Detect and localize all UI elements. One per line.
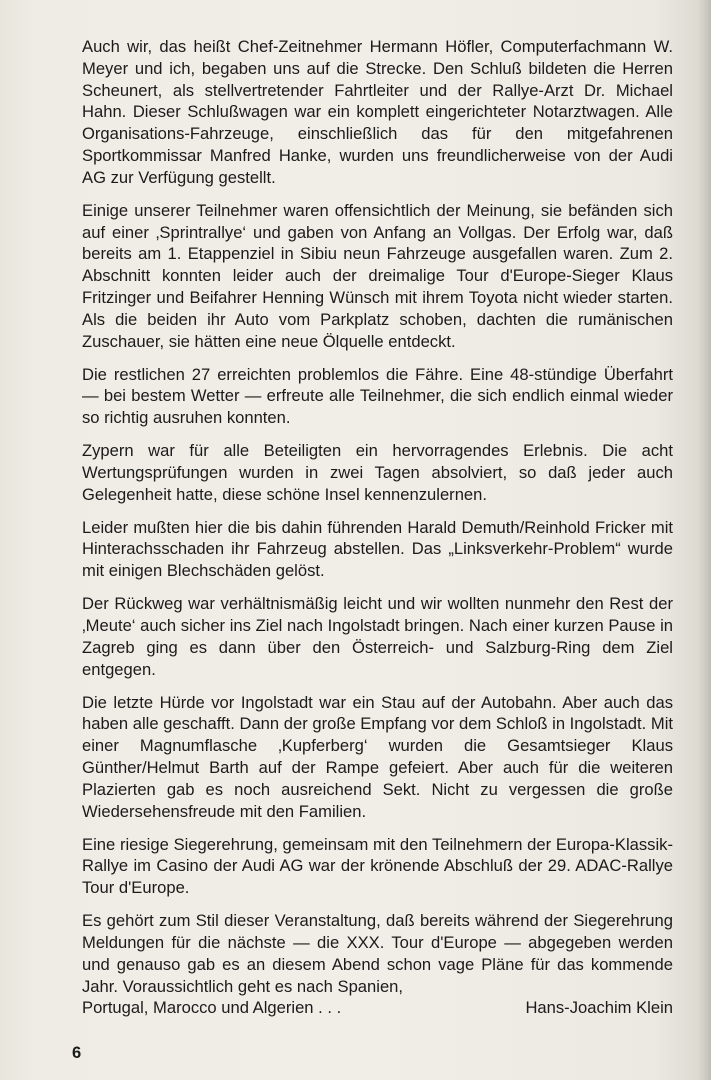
paragraph: Der Rückweg war verhältnismäßig leicht und wir wollten nunmehr den Rest der ‚Meute‘ auch sicher ins Ziel nach Ingolstadt bringen. Nach einer kurzen Pause in Zagreb ging es dann über den Österreich- und Salzburg-Ring dem Ziel entgegen. xyxy=(82,594,673,679)
paragraph: Eine riesige Siegerehrung, gemeinsam mit den Teilnehmern der Europa-Klassik-Rallye im Casino der Audi AG war der krönende Abschluß der 29. ADAC-Rallye Tour d'Europe. xyxy=(82,834,673,898)
paragraph: Einige unserer Teilnehmer waren offensichtlich der Meinung, sie befänden sich auf einer ‚Sprintrallye‘ und gaben von Anfang an Vollgas. Der Erfolg war, daß bereits am 1. Etappenziel in Sibiu neun Fahrzeuge ausgefallen waren. Zum 2. Abschnitt konnten leider auch der dreimalige Tour d'Europe-Sieger Klaus Fritzinger und Beifahrer Henning Wünsch mit ihrem Toyota nicht wieder starten. Als die beiden ihr Auto vom Parkplatz schoben, dachten die rumänischen Zuschauer, sie hätten eine neue Ölquelle entdeckt. xyxy=(82,200,673,351)
signature-line xyxy=(82,997,673,1019)
paragraph: Die letzte Hürde vor Ingolstadt war ein Stau auf der Autobahn. Aber auch das haben alle geschafft. Dann der große Empfang vor dem Schloß in Ingolstadt. Mit einer Magnumflasche ‚Kupferberg‘ wurden die Gesamtsieger Klaus Günther/Helmut Barth auf der Rampe gefeiert. Aber auch für die weiteren Plazierten gab es noch ausreichend Sekt. Nicht zu vergessen die große Wiedersehensfreude mit den Familien. xyxy=(82,692,673,821)
author-signature: Hans-Joachim Klein xyxy=(525,998,673,1018)
paragraph: Zypern war für alle Beteiligten ein hervorragendes Erlebnis. Die acht Wertungsprüfungen wurden in zwei Tagen absolviert, so daß jeder auch Gelegenheit hatte, diese schöne Insel kennenzulernen. xyxy=(82,441,673,504)
paragraph: Auch wir, das heißt Chef-Zeitnehmer Hermann Höfler, Computerfachmann W. Meyer und ich, begaben uns auf die Strecke. Den Schluß bildeten die Herren Scheunert, als stellvertretender Fahrtleiter und der Rallye-Arzt Dr. Michael Hahn. Dieser Schlußwagen war ein komplett eingerichteter Notarztwagen. Alle Organisations-Fahrzeuge, einschließlich das für den mitgefahrenen Sportkommissar Manfred Hanke, wurden uns freundlicherweise von der Audi AG zur Verfügung gestellt. xyxy=(82,37,673,187)
closing-line: Portugal, Marocco und Algerien . . . xyxy=(82,998,342,1018)
paragraph: Die restlichen 27 erreichten problemlos die Fähre. Eine 48-stündige Überfahrt — bei bestem Wetter — erfreute alle Teilnehmer, die sich endlich einmal wieder so richtig ausruhen konnten. xyxy=(82,364,673,428)
article-body xyxy=(82,36,673,1019)
page-edge-shadow xyxy=(697,0,711,1080)
final-paragraph xyxy=(82,910,673,1019)
paragraph: Es gehört zum Stil dieser Veranstaltung, daß bereits während der Siegerehrung Meldungen für die nächste — die XXX. Tour d'Europe — abgegeben werden und genauso gab es an diesem Abend schon vage Pläne für das kommende Jahr. Voraussichtlich geht es nach Spanien, xyxy=(82,911,673,996)
paragraph: Leider mußten hier die bis dahin führenden Harald Demuth/Reinhold Fricker mit Hinterachsschaden ihr Fahrzeug abstellen. Das „Linksverkehr-Problem“ wurde mit einigen Blechschäden gelöst. xyxy=(82,517,673,581)
page-number: 6 xyxy=(72,1043,82,1062)
